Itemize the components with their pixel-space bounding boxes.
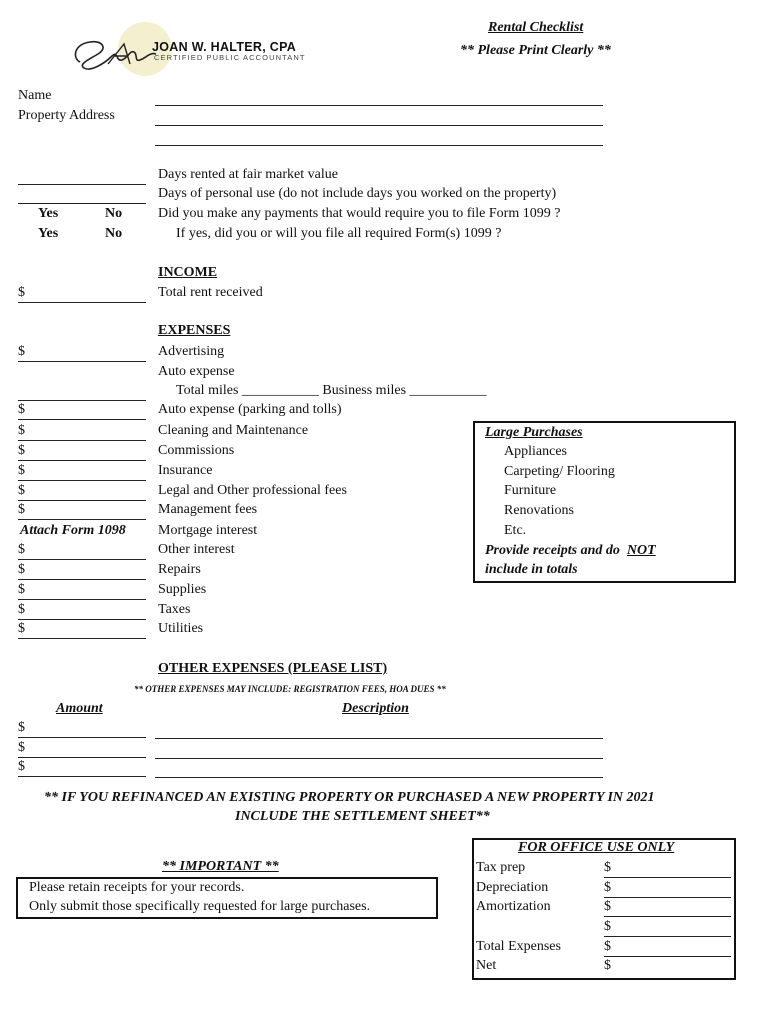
legal-label: Legal and Other professional fees	[158, 483, 347, 498]
total-expenses-field[interactable]	[604, 939, 731, 957]
days-personal-field[interactable]	[18, 203, 146, 204]
name-field[interactable]	[155, 105, 603, 106]
utilities-label: Utilities	[158, 621, 204, 636]
management-label: Management fees	[158, 502, 258, 517]
important-box	[16, 877, 438, 919]
other-interest-label: Other interest	[158, 542, 235, 557]
mortgage-label: Mortgage interest	[158, 523, 258, 538]
other-expense-description-3[interactable]	[155, 777, 603, 778]
currency-sign: $	[604, 880, 611, 895]
other-expense-description-2[interactable]	[155, 758, 603, 759]
large-purchases-note	[485, 543, 656, 559]
commissions-field[interactable]	[18, 443, 146, 461]
income-heading: INCOME	[158, 265, 218, 280]
other-expense-description-1[interactable]	[155, 738, 603, 739]
filed-1099-label: If yes, did you or will you file all required Form(s) 1099 ?	[176, 226, 502, 241]
auto-parking-label: Auto expense (parking and tolls)	[158, 402, 342, 417]
auto-expense-field[interactable]	[18, 400, 146, 401]
days-fair-market-field[interactable]	[18, 184, 146, 185]
currency-sign: $	[604, 958, 611, 973]
property-address-field-1[interactable]	[155, 125, 603, 126]
large-purchases-note-not: NOT	[626, 543, 656, 558]
currency-sign: $	[18, 759, 25, 774]
depreciation-field[interactable]	[604, 880, 731, 898]
description-header: Description	[342, 701, 409, 716]
large-purchase-item: Renovations	[504, 503, 574, 518]
insurance-label: Insurance	[158, 463, 213, 478]
net-field[interactable]	[604, 958, 731, 975]
property-address-label: Property Address	[18, 108, 115, 123]
taxes-label: Taxes	[158, 602, 191, 617]
filed-1099-no[interactable]: No	[105, 226, 123, 241]
office-use-box	[472, 838, 736, 980]
other-interest-field[interactable]	[18, 542, 146, 560]
repairs-field[interactable]	[18, 562, 146, 580]
important-heading: ** IMPORTANT **	[162, 859, 279, 874]
currency-sign: $	[18, 621, 25, 636]
payments-1099-label: Did you make any payments that would require you to file Form 1099 ?	[158, 206, 561, 221]
filed-1099-yes[interactable]: Yes	[38, 226, 59, 241]
currency-sign: $	[604, 939, 611, 954]
tax-prep-label: Tax prep	[476, 860, 526, 875]
payments-1099-no[interactable]: No	[105, 206, 123, 221]
refinance-note-line2: INCLUDE THE SETTLEMENT SHEET**	[235, 809, 490, 824]
currency-sign: $	[18, 720, 25, 735]
currency-sign: $	[18, 502, 25, 517]
amount-header: Amount	[56, 701, 103, 716]
amortization-label: Amortization	[476, 899, 551, 914]
total-miles-label[interactable]: Total miles ___________ Business miles ___________	[176, 383, 487, 398]
total-rent-field[interactable]	[18, 285, 146, 303]
cleaning-field[interactable]	[18, 423, 146, 441]
logo-tagline: CERTIFIED PUBLIC ACCOUNTANT	[154, 53, 306, 62]
taxes-field[interactable]	[18, 602, 146, 620]
important-line1: Please retain receipts for your records.	[29, 880, 245, 895]
subtotal-field[interactable]	[604, 919, 731, 937]
days-fair-market-label: Days rented at fair market value	[158, 167, 338, 182]
other-expense-amount-1[interactable]	[18, 720, 146, 738]
amortization-field[interactable]	[604, 899, 731, 917]
legal-field[interactable]	[18, 483, 146, 501]
other-expense-amount-3[interactable]	[18, 759, 146, 777]
currency-sign: $	[18, 483, 25, 498]
large-purchase-item: Etc.	[504, 523, 527, 538]
large-purchases-box	[473, 421, 736, 583]
logo-name: JOAN W. HALTER, CPA	[152, 40, 297, 54]
supplies-label: Supplies	[158, 582, 207, 597]
currency-sign: $	[604, 919, 611, 934]
currency-sign: $	[18, 402, 25, 417]
insurance-field[interactable]	[18, 463, 146, 481]
office-use-title: FOR OFFICE USE ONLY	[518, 840, 675, 855]
attach-1098-note: Attach Form 1098	[20, 523, 126, 538]
auto-parking-field[interactable]	[18, 402, 146, 420]
auto-expense-label: Auto expense	[158, 364, 235, 379]
currency-sign: $	[18, 542, 25, 557]
cleaning-label: Cleaning and Maintenance	[158, 423, 309, 438]
currency-sign: $	[18, 443, 25, 458]
supplies-field[interactable]	[18, 582, 146, 600]
refinance-note-line1: ** IF YOU REFINANCED AN EXISTING PROPERTY OR PURCHASED A NEW PROPERTY IN 2021	[44, 790, 655, 805]
name-label: Name	[18, 88, 52, 103]
tax-prep-field[interactable]	[604, 860, 731, 878]
utilities-field[interactable]	[18, 621, 146, 639]
other-expense-amount-2[interactable]	[18, 740, 146, 758]
currency-sign: $	[18, 344, 25, 359]
currency-sign: $	[18, 423, 25, 438]
advertising-label: Advertising	[158, 344, 225, 359]
large-purchases-title: Large Purchases	[485, 425, 583, 440]
repairs-label: Repairs	[158, 562, 201, 577]
expenses-heading: EXPENSES	[158, 323, 231, 338]
currency-sign: $	[18, 285, 25, 300]
total-rent-label: Total rent received	[158, 285, 263, 300]
advertising-field[interactable]	[18, 344, 146, 362]
large-purchase-item: Carpeting/ Flooring	[504, 464, 615, 479]
currency-sign: $	[18, 562, 25, 577]
depreciation-label: Depreciation	[476, 880, 549, 895]
property-address-field-2[interactable]	[155, 145, 603, 146]
page-subtitle: ** Please Print Clearly **	[460, 43, 611, 58]
currency-sign: $	[18, 582, 25, 597]
commissions-label: Commissions	[158, 443, 235, 458]
net-label: Net	[476, 958, 497, 973]
large-purchases-note-line2: include in totals	[485, 562, 578, 577]
large-purchase-item: Appliances	[504, 444, 567, 459]
other-expenses-note: ** OTHER EXPENSES MAY INCLUDE: REGISTRATION FEES, HOA DUES **	[134, 684, 446, 694]
currency-sign: $	[18, 740, 25, 755]
large-purchases-note-text: Provide receipts and do	[485, 543, 620, 558]
currency-sign: $	[18, 602, 25, 617]
currency-sign: $	[18, 463, 25, 478]
other-expenses-heading: OTHER EXPENSES (PLEASE LIST)	[158, 661, 388, 676]
important-line2: Only submit those specifically requested for large purchases.	[29, 899, 371, 914]
days-personal-label: Days of personal use (do not include days you worked on the property)	[158, 186, 557, 201]
payments-1099-yes[interactable]: Yes	[38, 206, 59, 221]
currency-sign: $	[604, 899, 611, 914]
total-expenses-label: Total Expenses	[476, 939, 561, 954]
large-purchase-item: Furniture	[504, 483, 557, 498]
currency-sign: $	[604, 860, 611, 875]
logo-signature-icon	[68, 34, 160, 74]
management-field[interactable]	[18, 502, 146, 520]
page-title: Rental Checklist	[488, 20, 584, 35]
